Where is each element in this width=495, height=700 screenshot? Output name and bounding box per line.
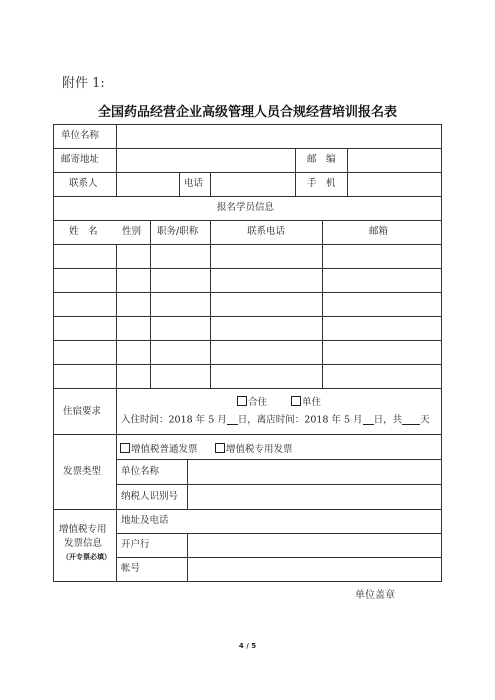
total-text: 日，共	[373, 414, 403, 426]
table-line	[53, 364, 441, 365]
checkout-text: 日，离店时间：2018 年 5 月	[237, 414, 363, 426]
unit-seal-label: 单位盖章	[355, 590, 395, 601]
col-header-phone: 联系电话	[247, 226, 286, 237]
table-line	[347, 148, 348, 196]
phone-label: 电话	[184, 178, 204, 189]
invoice-special-label: 增值税专用发票	[226, 444, 293, 455]
lodging-dates	[121, 415, 430, 425]
table-line	[53, 434, 441, 435]
student-info-header: 报名学员信息	[217, 202, 275, 213]
table-line	[53, 509, 441, 510]
table-line	[116, 124, 117, 196]
col-header-title: 职务/职称	[157, 226, 199, 237]
mail-address-label: 邮寄地址	[61, 154, 100, 165]
col-header-name: 姓 名	[69, 226, 98, 237]
attachment-label: 附件 1:	[62, 76, 105, 91]
nights-blank[interactable]	[402, 415, 420, 425]
mobile-label: 手 机	[307, 178, 336, 189]
contact-label: 联系人	[69, 178, 98, 189]
table-line	[150, 220, 151, 388]
postcode-label: 邮 编	[307, 154, 336, 165]
address-phone-label: 地址及电话	[121, 515, 169, 526]
table-line	[53, 292, 441, 293]
table-line	[53, 316, 441, 317]
page-number: 4 / 5	[238, 642, 257, 650]
lodging-shared-option[interactable]	[237, 396, 267, 408]
table-line	[53, 268, 441, 269]
table-line	[179, 172, 180, 196]
table-line	[116, 533, 441, 534]
invoice-general-label: 增值税普通发票	[131, 444, 198, 455]
table-border-left	[53, 124, 54, 582]
table-line	[53, 172, 441, 173]
checkbox-icon[interactable]	[291, 396, 301, 406]
table-line	[322, 220, 323, 388]
unit-name-label: 单位名称	[61, 130, 100, 141]
registration-form-table	[53, 124, 441, 581]
table-line	[116, 484, 441, 485]
invoice-unit-name-label: 单位名称	[121, 466, 160, 477]
invoice-general-option[interactable]	[120, 443, 198, 455]
lodging-single-label: 单住	[302, 397, 322, 408]
col-header-gender: 性别	[122, 226, 142, 237]
invoice-type-label: 发票类型	[63, 466, 102, 477]
table-line	[295, 148, 296, 196]
lodging-label: 住宿要求	[63, 406, 102, 417]
account-label: 帐号	[121, 563, 141, 574]
checkbox-icon[interactable]	[120, 443, 130, 453]
table-line	[210, 220, 211, 388]
table-line	[116, 244, 117, 581]
special-invoice-note: （开专票必填）	[62, 553, 111, 561]
col-header-email: 邮箱	[369, 226, 389, 237]
table-line	[53, 148, 441, 149]
table-line	[53, 340, 441, 341]
checkin-text: 入住时间：2018 年 5 月	[121, 414, 227, 426]
table-border-top	[53, 124, 441, 125]
table-line	[187, 459, 188, 509]
table-border-bottom	[53, 581, 441, 582]
table-line	[116, 557, 441, 558]
lodging-shared-label: 合住	[248, 397, 268, 408]
table-line	[53, 196, 441, 197]
table-border-right	[441, 124, 442, 582]
lodging-single-option[interactable]	[291, 396, 321, 408]
checkbox-icon[interactable]	[237, 396, 247, 406]
table-line	[53, 244, 441, 245]
table-line	[53, 220, 441, 221]
table-line	[210, 172, 211, 196]
special-invoice-label-line2: 发票信息	[64, 538, 103, 549]
special-invoice-label-line1: 增值税专用	[59, 524, 107, 535]
invoice-special-option[interactable]	[215, 443, 293, 455]
invoice-tax-id-label: 纳税人识别号	[121, 491, 179, 502]
table-line	[116, 459, 441, 460]
checkout-day-blank[interactable]	[363, 415, 374, 425]
table-line	[187, 533, 188, 581]
nights-unit: 天	[420, 414, 430, 426]
bank-label: 开户行	[121, 539, 150, 550]
checkbox-icon[interactable]	[215, 443, 225, 453]
table-line	[53, 388, 441, 389]
form-title: 全国药品经营企业高级管理人员合规经营培训报名表	[97, 105, 397, 120]
checkin-day-blank[interactable]	[227, 415, 238, 425]
